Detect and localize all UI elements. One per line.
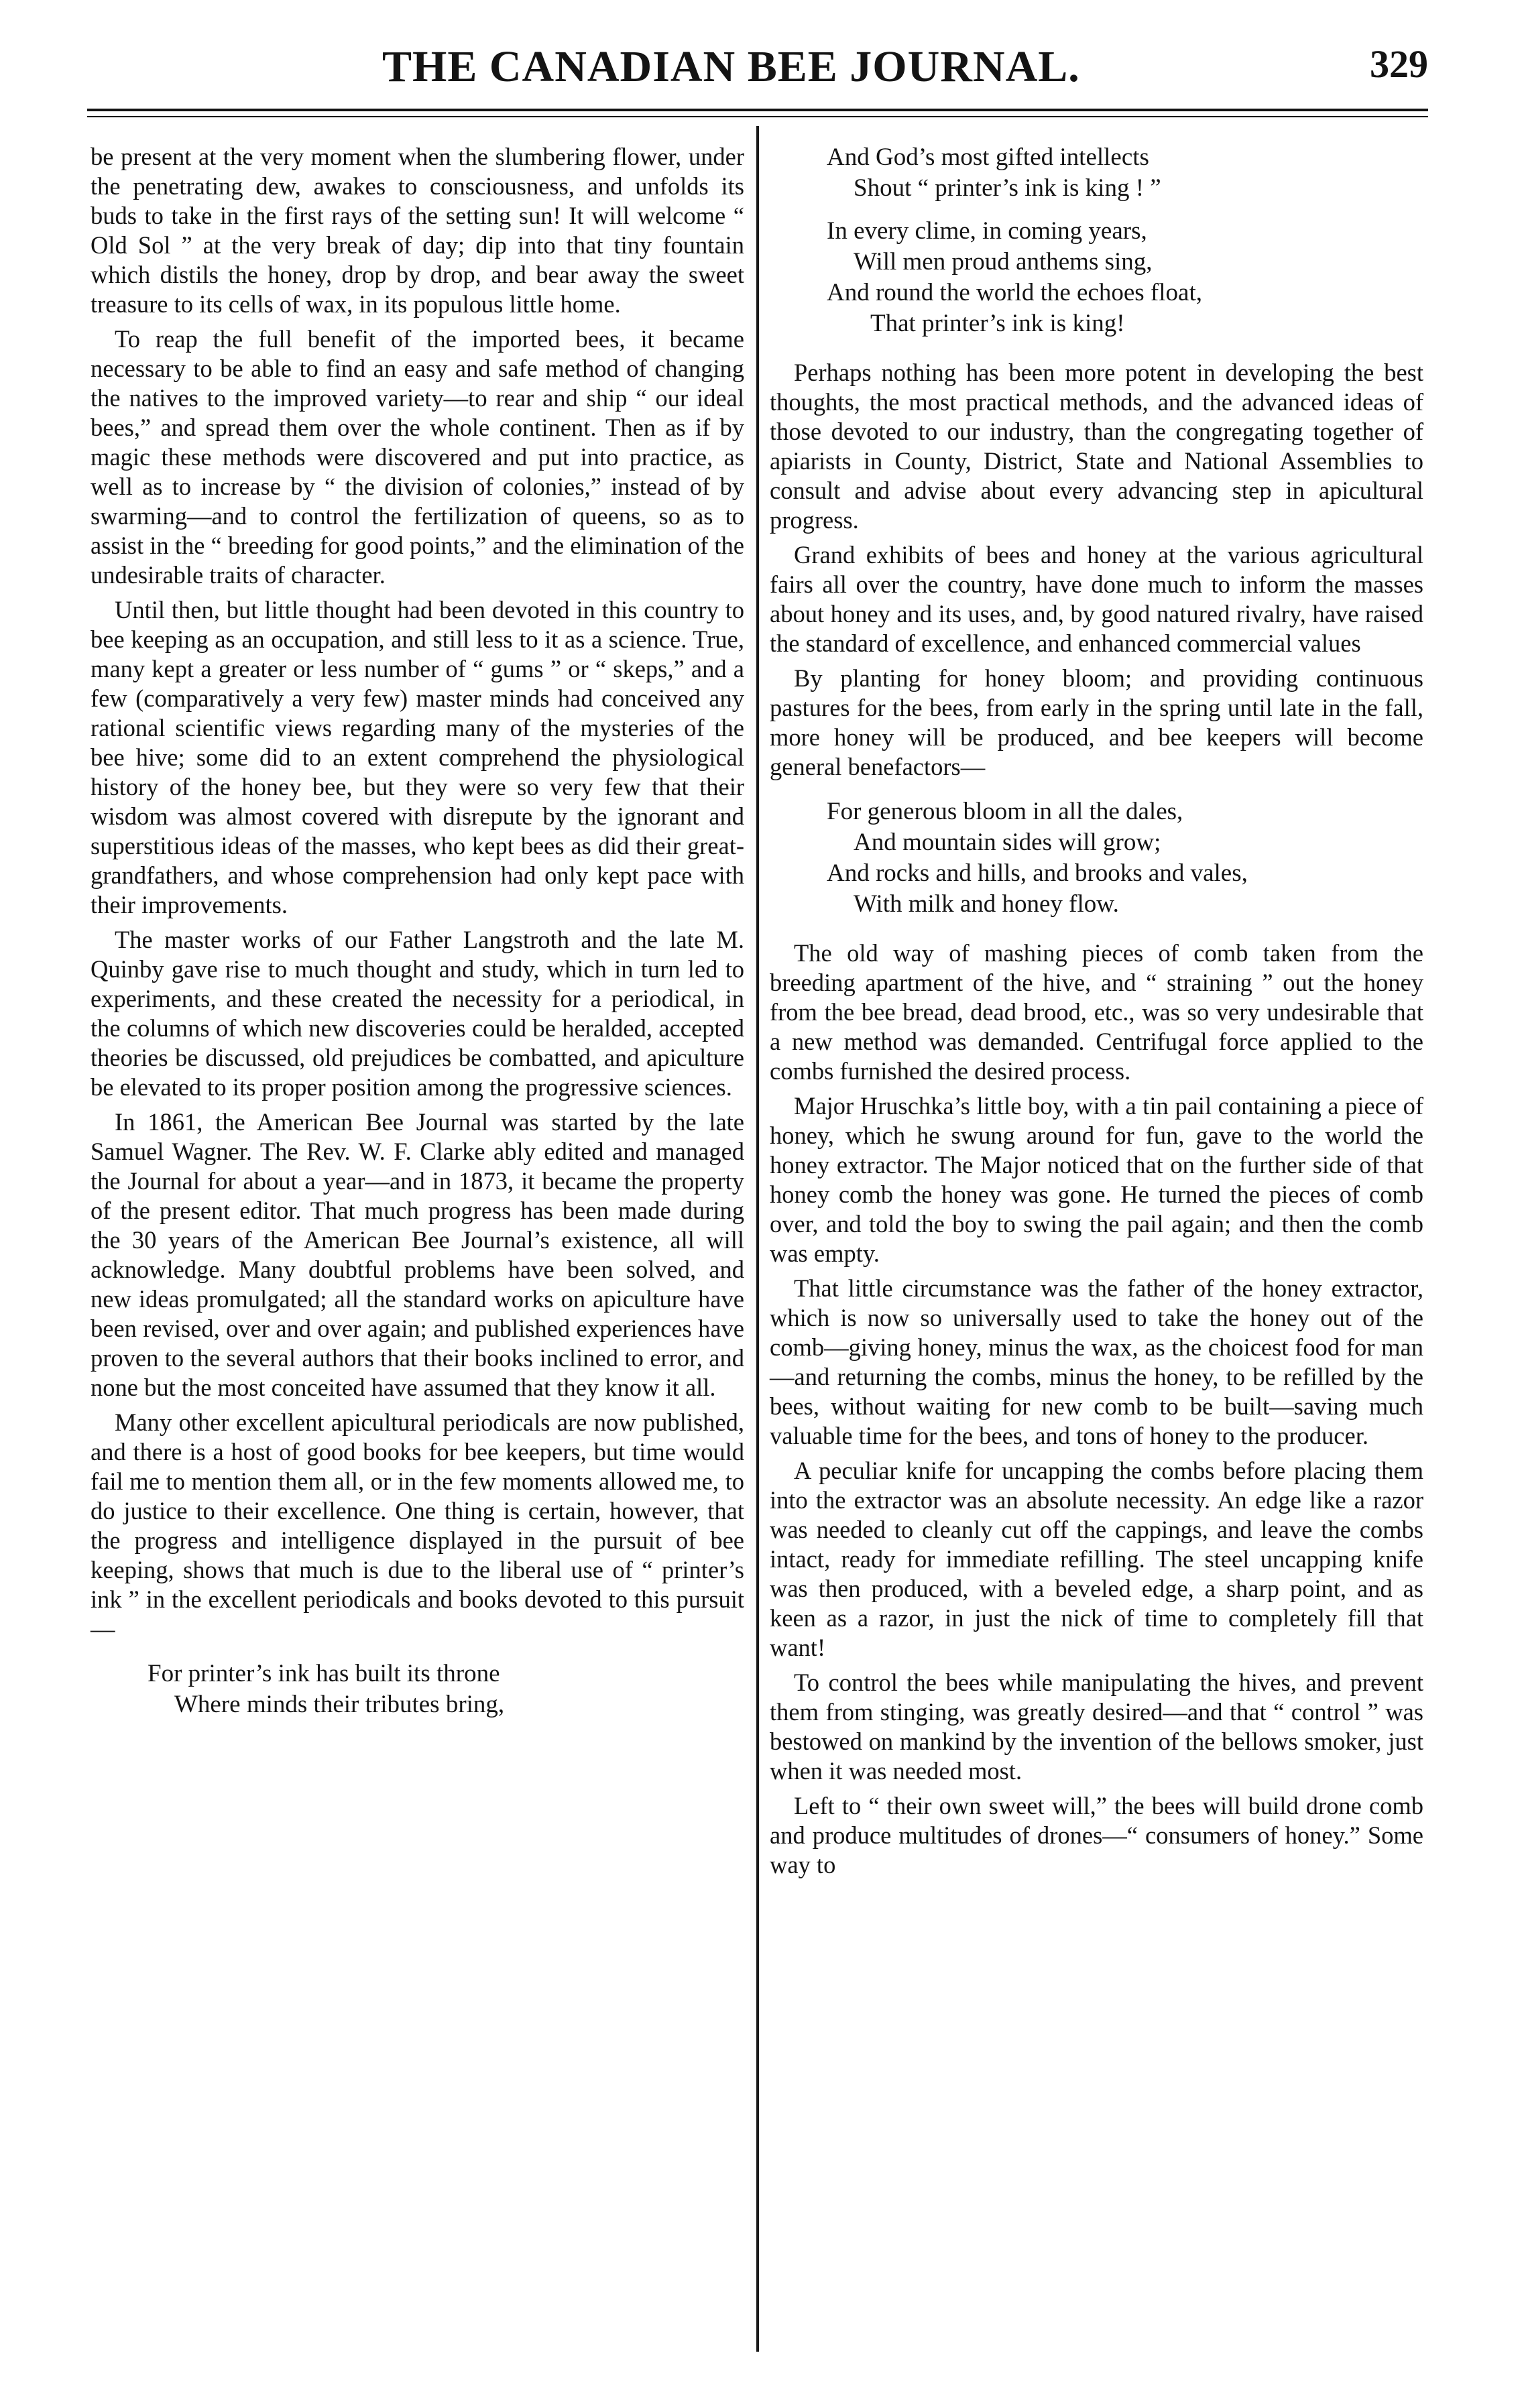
verse [770, 142, 1423, 339]
right-column [770, 142, 1423, 1885]
page-header [87, 42, 1428, 102]
paragraph: Left to “ their own sweet will,” the bees will build drone comb and produce multitudes of drones—“ consumers of honey.” Some way to [770, 1792, 1423, 1878]
paragraph: A peculiar knife for uncapping the combs before placing them into the extractor was an absolute necessity. An edge like a razor was needed to cleanly cut off the cappings, and leave the combs intact, ready for immediate refilling. The steel uncapping knife was then produced, with a beveled edge, a sharp point, and as keen as a razor, in just the nick of time to completely fill that want! [770, 1457, 1423, 1661]
journal-title: THE CANADIAN BEE JOURNAL. [382, 42, 1080, 91]
paragraph: That little circumstance was the father of the honey extractor, which is now so universally used to take the honey out of the comb—giving honey, minus the wax, as the choicest food for man—and returning the combs, minus the honey, to be refilled by the bees, without waiting for new comb to be built—saving much valuable time for the bees, and tons of honey to the producer. [770, 1274, 1423, 1449]
verse-line: And mountain sides will grow; [854, 829, 1161, 856]
column-divider [756, 126, 759, 2352]
paragraph: To reap the full benefit of the imported bees, it became necessary to be able to find an easy and safe method of changing the natives to the improved variety—to rear and ship “ our ideal bees,” and spread them over the whole continent. Then as if by magic these methods were discovered and put into practice, as well as to increase by “ the division of colonies,” instead of by swarming—and to control the fertilization of queens, so as to assist in the “ breeding for good points,” and the elimination of the undesirable traits of character. [91, 325, 744, 589]
paragraph: In 1861, the American Bee Journal was started by the late Samuel Wagner. The Rev. W. F. Clarke ably edited and managed the Journal for about a year—and in 1873, it became the property of the present editor. That much progress has been made during the 30 years of the American Bee Journal’s existence, all will acknowledge. Many doubtful problems have been solved, and new ideas promulgated; all the standard works on apiculture have been revised, over and over again; and published experiences have proven to the several authors that their books inclined to error, and none but the most conceited have assumed that they know it all. [91, 1108, 744, 1401]
paragraph: be present at the very moment when the slumbering flower, under the penetrating dew, awakes to consciousness, and unfolds its buds to take in the first rays of the setting sun! It will welcome “ Old Sol ” at the very break of day; dip into that tiny fountain which distils the honey, drop by drop, and bear away the sweet treasure to its cells of wax, in its populous little home. [91, 143, 744, 318]
paragraph: Grand exhibits of bees and honey at the various agricultural fairs all over the country, have done much to inform the masses about honey and its uses, and, by good natured rivalry, have raised the standard of excellence, and enhanced commercial values [770, 541, 1423, 657]
paragraph: The old way of mashing pieces of comb taken from the breeding apartment of the hive, and “ straining ” out the honey from the bee bread, dead brood, etc., was so very undesirable that a new method was demanded. Centrifugal force applied to the combs furnished the desired process. [770, 939, 1423, 1085]
paragraph: Perhaps nothing has been more potent in developing the best thoughts, the most practical methods, and the advanced ideas of those devoted to our industry, than the congregating together of apiarists in County, District, State and National Assemblies to consult and advise about every advancing step in apicultural progress. [770, 359, 1423, 534]
paragraph: The master works of our Father Langstroth and the late M. Quinby gave rise to much thought and study, which in turn led to experiments, and these created the necessity for a periodical, in the columns of which new discoveries could be heralded, accepted theories be discussed, old prejudices be combatted, and apiculture be elevated to its proper position among the progressive sciences. [91, 926, 744, 1101]
paragraph: By planting for honey bloom; and providing continuous pastures for the bees, from early in the spring until late in the fall, more honey will be produced, and bee keepers will become general benefactors— [770, 664, 1423, 780]
verse-line: In every clime, in coming years, [827, 217, 1147, 245]
header-rule-thick [87, 109, 1428, 111]
paragraph: Until then, but little thought had been devoted in this country to bee keeping as an occupation, and still less to it as a science. True, many kept a greater or less number of “ gums ” or “ skeps,” and a few (comparatively a very few) master minds had conceived any rational scientific views regarding many of the mysteries of the bee hive; some did to an extent comprehend the physiological history of the honey bee, but they were so very few that their wisdom was almost covered with disrepute by the ignorant and superstitious ideas of the masses, who kept bees as did their great-grandfathers, and whose comprehension had only kept pace with their improvements. [91, 596, 744, 918]
verse-line: Will men proud anthems sing, [854, 248, 1153, 276]
header-rule-thin [87, 116, 1428, 117]
verse [91, 1659, 744, 1720]
paragraph: Many other excellent apicultural periodicals are now published, and there is a host of good books for bee keepers, but time would fail me to mention them all, or in the few moments allowed me, to do justice to their excellence. One thing is certain, however, that the progress and intelligence displayed in the pursuit of bee keeping, shows that much is due to the liberal use of “ printer’s ink ” in the excellent periodicals and books devoted to this pursuit— [91, 1408, 744, 1642]
verse-line: For printer’s ink has built its throne [148, 1660, 500, 1687]
verse-line: That printer’s ink is king! [870, 310, 1125, 337]
paragraph: Major Hruschka’s little boy, with a tin pail containing a piece of honey, which he swung around for fun, gave to the world the honey extractor. The Major noticed that on the further side of that honey comb the honey was gone. He turned the pieces of comb over, and told the boy to swing the pail again; and then the comb was empty. [770, 1092, 1423, 1267]
verse-line: For generous bloom in all the dales, [827, 798, 1183, 825]
verse-line: With milk and honey flow. [854, 890, 1119, 918]
paragraph: To control the bees while manipulating the hives, and prevent them from stinging, was greatly desired—and that “ control ” was bestowed on mankind by the invention of the bellows smoker, just when it was needed most. [770, 1669, 1423, 1785]
verse-line: Where minds their tributes bring, [174, 1691, 505, 1718]
verse-line: Shout “ printer’s ink is king ! ” [854, 174, 1161, 202]
verse-line: And rocks and hills, and brooks and vales, [827, 859, 1248, 887]
verse-line: And round the world the echoes float, [827, 279, 1202, 306]
verse [770, 796, 1423, 920]
verse-line: And God’s most gifted intellects [827, 143, 1149, 171]
left-column [91, 142, 744, 1739]
page-number: 329 [1370, 42, 1428, 86]
